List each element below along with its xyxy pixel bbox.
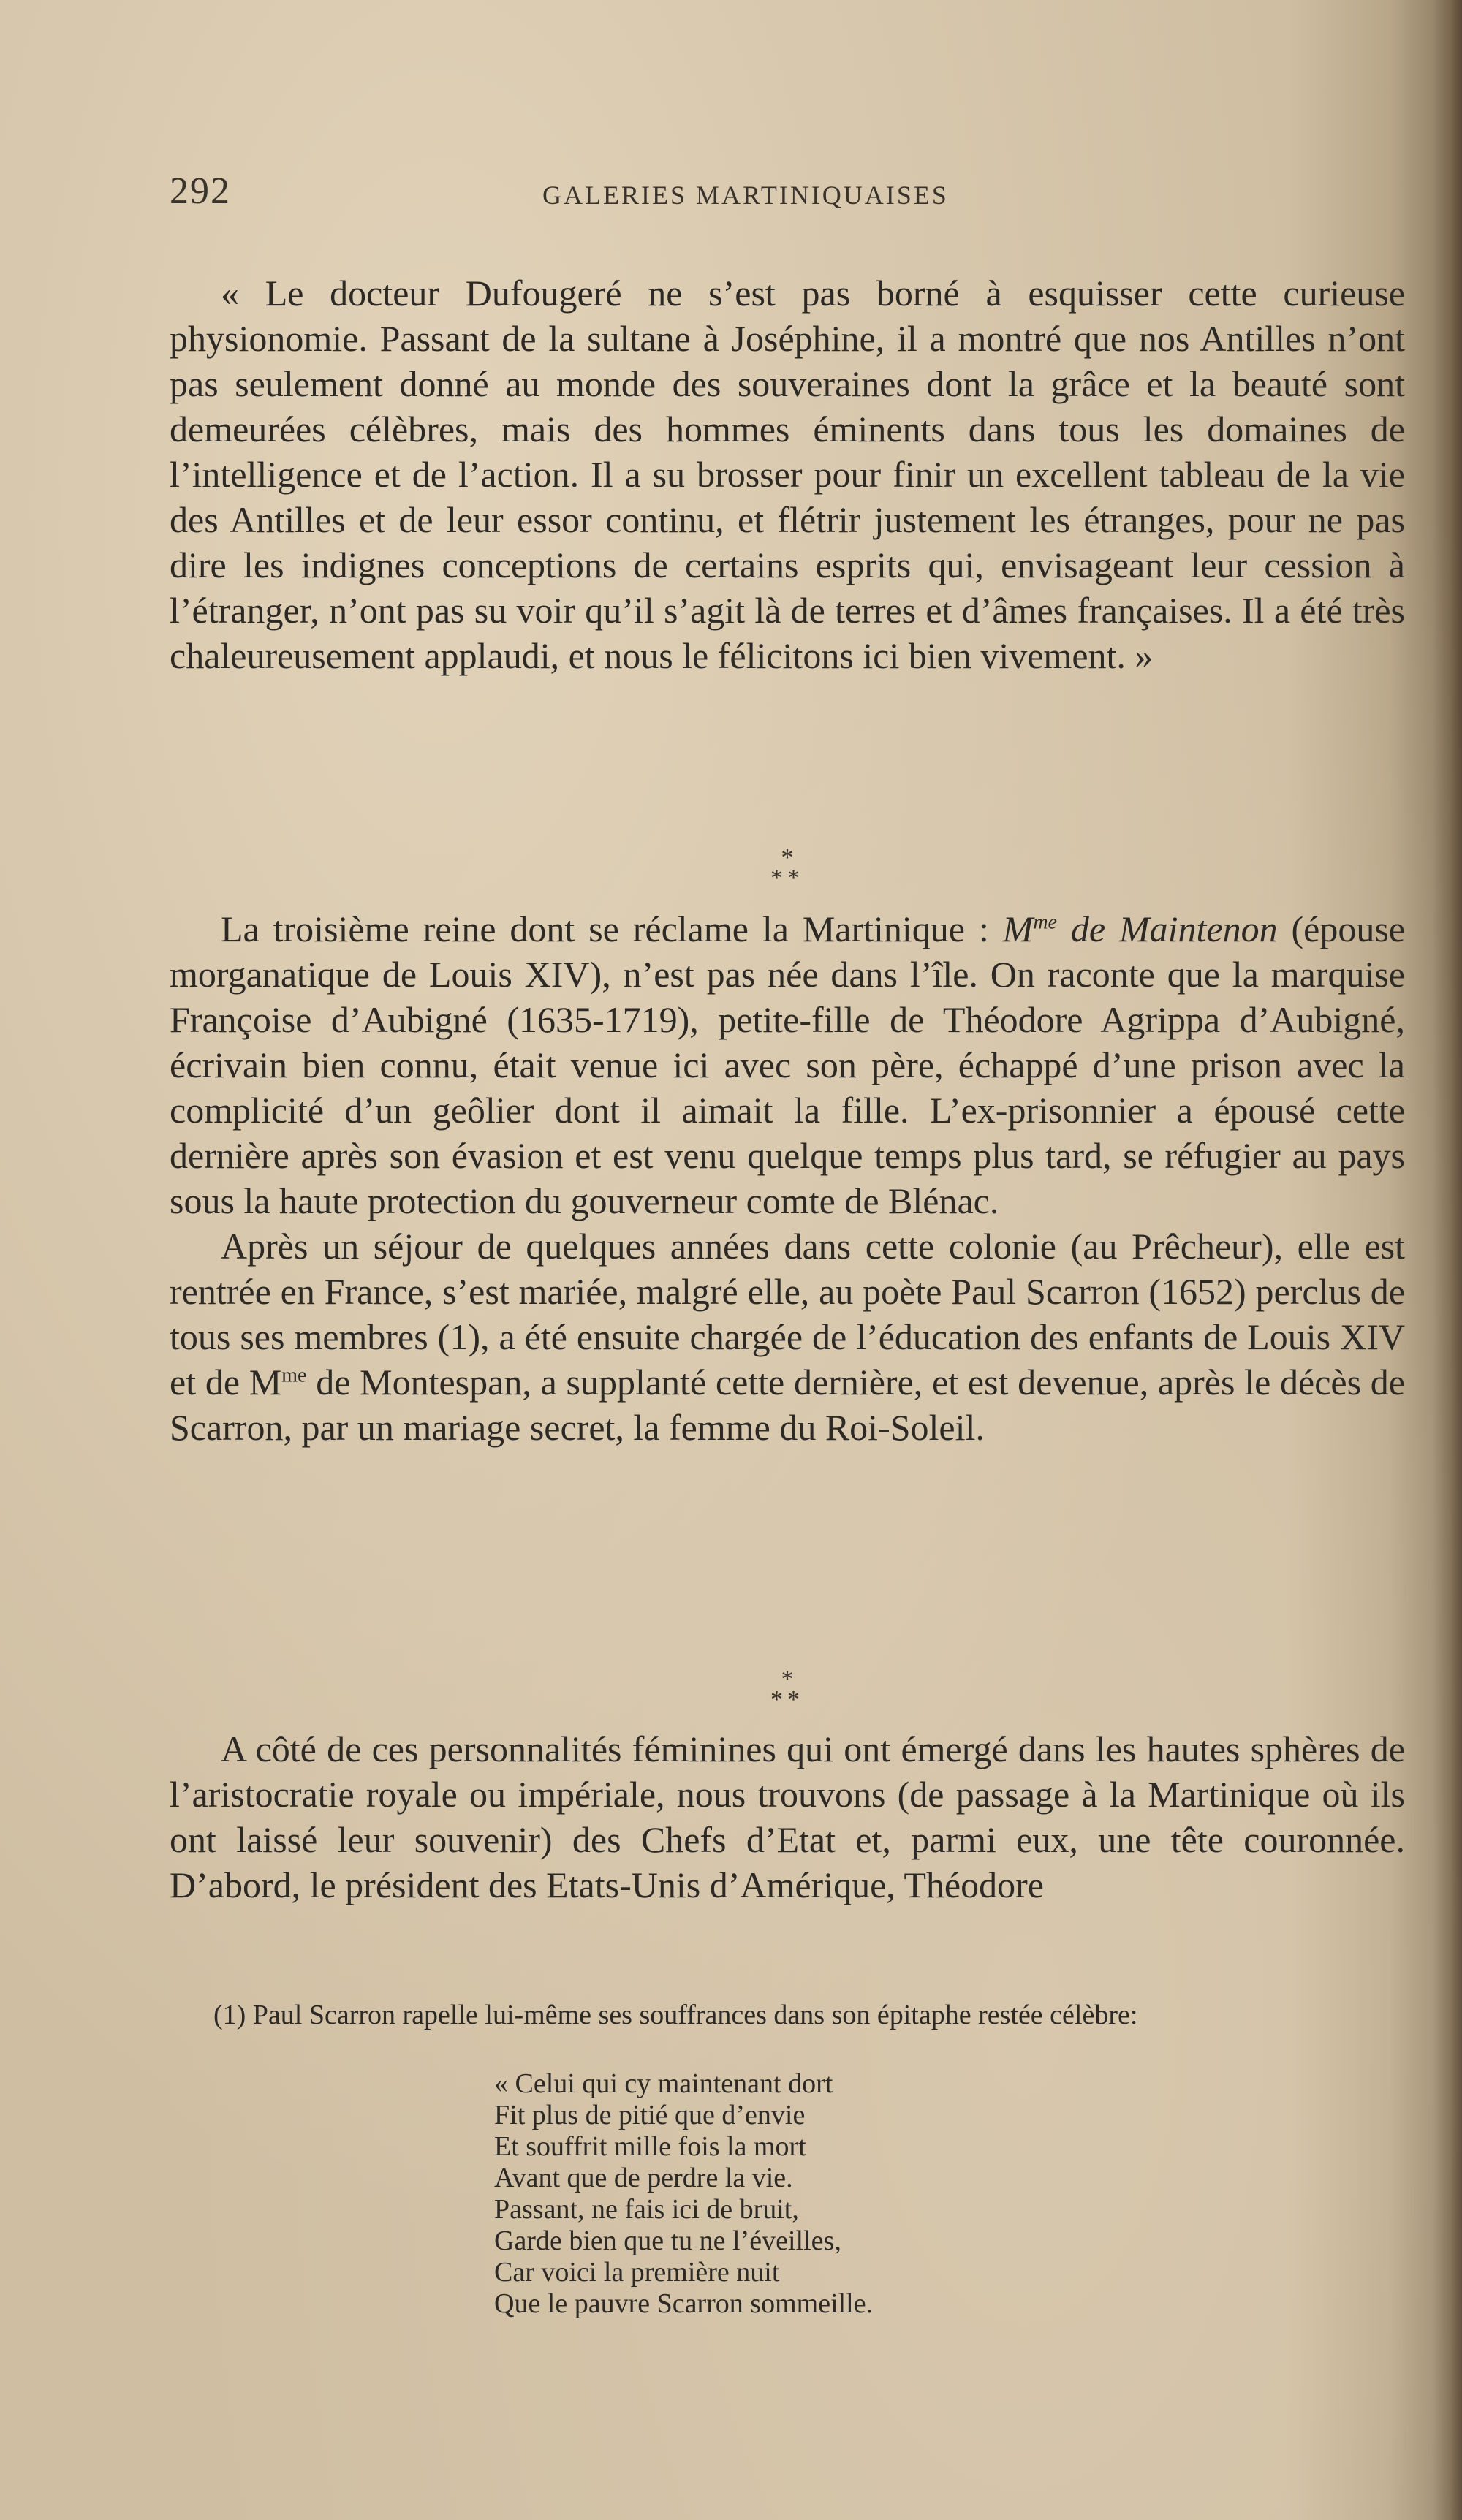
- verse-line: Avant que de perdre la vie.: [494, 2163, 793, 2193]
- asterism-top: *: [781, 1666, 794, 1693]
- paragraph-sejour-lead: Après un séjour de quelques années dans cette colonie (au Prêcheur), elle est rentrée en France, s’est mariée, malgré elle, au poète Paul Scarron (1652) perclus de tous ses membres (1), a été ensuite chargée de l’éducation des enfants de Louis XIV et de M: [170, 1226, 1405, 1403]
- page-number: 292: [170, 170, 231, 212]
- paragraph-maintenon: [170, 906, 1405, 1223]
- maintenon-m: M: [1002, 908, 1034, 949]
- maintenon-sup: me: [1033, 911, 1057, 934]
- paragraph-maintenon-body: (épouse morganatique de Louis XIV), n’est pas née dans l’île. On raconte que la marquise Françoise d’Aubigné (1635-1719), petite-fille de Théodore Agrippa d’Aubigné, écrivain bien connu, était venue ici avec son père, échappé d’une prison avec la complicité d’un geôlier dont il aimait la fille. L’ex-prisonnier a épousé cette dernière après son évasion et est venu quelque temps plus tard, se réfugier au pays sous la haute protection du gouverneur comte de Blénac.: [170, 908, 1405, 1221]
- section-asterism-2: [170, 1666, 1405, 1713]
- asterism-bottom: **: [770, 865, 804, 892]
- asterism-bottom: **: [770, 1686, 804, 1713]
- montespan-sup: me: [281, 1364, 307, 1387]
- text-block-2: [170, 906, 1405, 1450]
- verse-line: Que le pauvre Scarron sommeille.: [494, 2288, 874, 2319]
- epitaph-verse: [494, 2068, 873, 2320]
- text-block-1: [170, 270, 1405, 678]
- running-head-title: GALERIES MARTINIQUAISES: [542, 181, 949, 210]
- maintenon-title: [1003, 908, 1278, 949]
- verse-line: Garde bien que tu ne l’éveilles,: [494, 2225, 841, 2256]
- paragraph-sejour-body: de Montespan, a supplanté cette dernière, et est devenue, après le décès de Scarron, par un mariage secret, la femme du Roi-Soleil.: [170, 1362, 1406, 1448]
- page-edge-shadow: [1433, 0, 1462, 2520]
- maintenon-name: de Maintenon: [1056, 908, 1278, 949]
- verse-line: Et souffrit mille fois la mort: [494, 2131, 806, 2162]
- verse-line: Car voici la première nuit: [494, 2257, 780, 2288]
- verse-line: « Celui qui cy maintenant dort: [494, 2068, 833, 2099]
- paragraph-chefs-detat: A côté de ces personnalités féminines qui ont émergé dans les hautes sphères de l’aristocratie royale ou impériale, nous trouvons (de passage à la Martinique où ils ont laissé leur souvenir) des Chefs d’Etat et, parmi eux, une tête couronnée. D’abord, le président des Etats-Unis d’Amérique, Théodore: [170, 1728, 1405, 1905]
- section-asterism-1: [170, 844, 1405, 892]
- footnote: (1) Paul Scarron rapelle lui-même ses souffrances dans son épitaphe restée célèbre:: [213, 2000, 1138, 2030]
- paragraph-quote-dufougere: « Le docteur Dufougeré ne s’est pas borné à esquisser cette curieuse physionomie. Passant de la sultane à Joséphine, il a montré que nos Antilles n’ont pas seulement donné au monde des souveraines dont la grâce et la beauté sont demeurées célèbres, mais des hommes éminents dans tous les domaines de l’intelligence et de l’action. Il a su brosser pour finir un excellent tableau de la vie des Antilles et de leur essor continu, et flétrir justement les étranges, pour ne pas dire les indignes conceptions de certains esprits qui, envisageant leur cession à l’étranger, n’ont pas su voir qu’il s’agit là de terres et d’âmes françaises. Il a été très chaleureusement applaudi, et nous le félicitons ici bien vivement. »: [170, 273, 1405, 676]
- paragraph-maintenon-lead: La troisième reine dont se réclame la Martinique :: [221, 908, 1003, 949]
- running-head: [170, 170, 1412, 221]
- text-block-3: [170, 1726, 1405, 1908]
- verse-line: Fit plus de pitié que d’envie: [494, 2100, 806, 2130]
- asterism-top: *: [781, 844, 794, 871]
- paragraph-sejour: [170, 1223, 1405, 1450]
- verse-line: Passant, ne fais ici de bruit,: [494, 2194, 799, 2225]
